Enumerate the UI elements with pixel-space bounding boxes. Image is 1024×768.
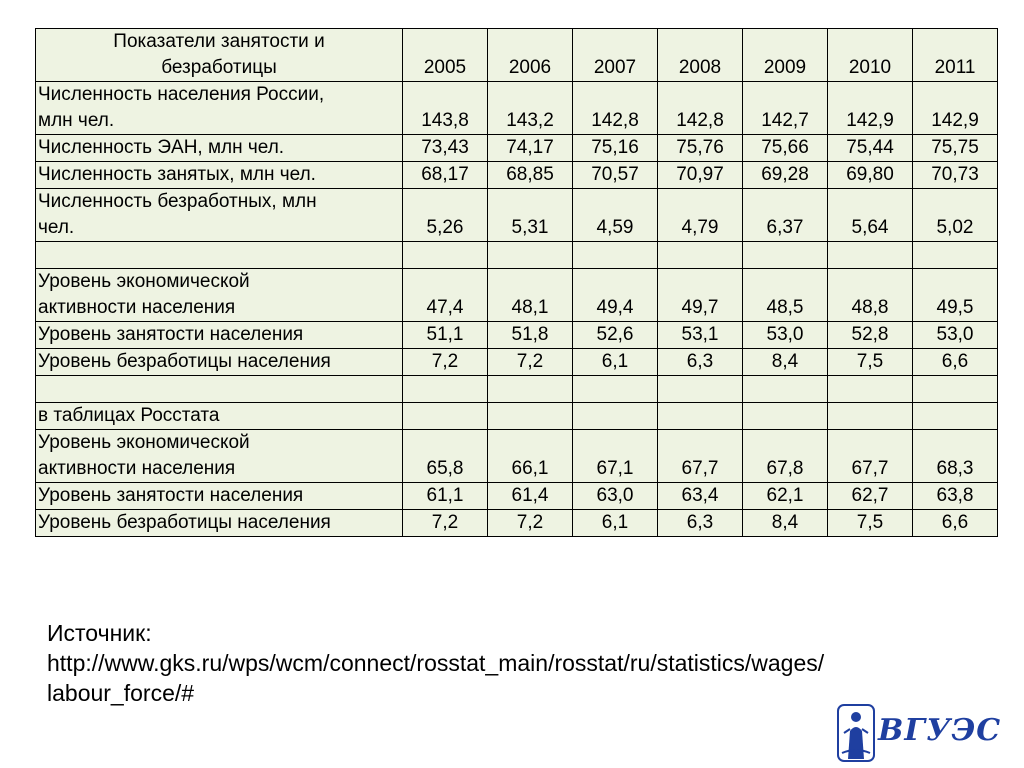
- value-cell: 47,4: [403, 269, 488, 322]
- value-cell: [913, 403, 998, 430]
- row-label-line1: Уровень экономической: [38, 432, 250, 453]
- value-cell: 69,80: [828, 162, 913, 189]
- value-cell: 7,2: [488, 510, 573, 537]
- value-cell: [488, 403, 573, 430]
- row-label-line2: млн чел.: [38, 110, 115, 131]
- row-label-line2: активности населения: [38, 297, 236, 318]
- header-label-line2: безработицы: [161, 57, 277, 78]
- year-header-cell: 2006: [488, 29, 573, 82]
- row-label-line1: Уровень безработицы населения: [38, 512, 331, 533]
- value-cell: 66,1: [488, 430, 573, 483]
- value-cell: 6,3: [658, 349, 743, 376]
- value-cell: 5,26: [403, 189, 488, 242]
- value-cell: 6,3: [658, 510, 743, 537]
- value-cell: 8,4: [743, 510, 828, 537]
- row-label-line1: Численность занятых, млн чел.: [38, 164, 316, 185]
- row-label-cell: [36, 135, 403, 162]
- value-cell: 75,44: [828, 135, 913, 162]
- value-cell: [913, 376, 998, 403]
- value-cell: 63,4: [658, 483, 743, 510]
- value-cell: [403, 403, 488, 430]
- row-label-cell: [36, 349, 403, 376]
- row-label-line2: активности населения: [38, 458, 236, 479]
- source-url-line2[interactable]: labour_force/#: [47, 680, 195, 706]
- table-row: [36, 189, 998, 242]
- source-url-line1[interactable]: http://www.gks.ru/wps/wcm/connect/rosstat_main/rosstat/ru/statistics/wages/: [47, 650, 825, 676]
- university-logo: [836, 703, 1002, 763]
- value-cell: 7,2: [403, 510, 488, 537]
- value-cell: 67,7: [658, 430, 743, 483]
- value-cell: 74,17: [488, 135, 573, 162]
- value-cell: 8,4: [743, 349, 828, 376]
- value-cell: 142,8: [658, 82, 743, 135]
- row-label-cell: [36, 483, 403, 510]
- value-cell: 75,76: [658, 135, 743, 162]
- value-cell: [828, 242, 913, 269]
- row-label-line1: Численность безработных, млн: [38, 191, 317, 212]
- employment-table: [35, 28, 998, 537]
- value-cell: [403, 242, 488, 269]
- table-row: [36, 322, 998, 349]
- table-row: [36, 349, 998, 376]
- value-cell: 52,8: [828, 322, 913, 349]
- value-cell: 70,57: [573, 162, 658, 189]
- table-row: [36, 242, 998, 269]
- value-cell: 62,7: [828, 483, 913, 510]
- university-emblem-icon: [836, 703, 876, 763]
- year-header-cell: 2005: [403, 29, 488, 82]
- value-cell: 4,59: [573, 189, 658, 242]
- row-label-cell: [36, 322, 403, 349]
- value-cell: [913, 242, 998, 269]
- value-cell: [828, 403, 913, 430]
- value-cell: [658, 242, 743, 269]
- row-label-cell: [36, 162, 403, 189]
- value-cell: 67,7: [828, 430, 913, 483]
- year-header-cell: 2007: [573, 29, 658, 82]
- value-cell: 143,2: [488, 82, 573, 135]
- value-cell: 5,02: [913, 189, 998, 242]
- value-cell: 51,8: [488, 322, 573, 349]
- row-label-line1: Уровень занятости населения: [38, 324, 304, 345]
- row-label-cell: [36, 189, 403, 242]
- value-cell: 48,1: [488, 269, 573, 322]
- value-cell: 142,7: [743, 82, 828, 135]
- value-cell: [488, 242, 573, 269]
- value-cell: 51,1: [403, 322, 488, 349]
- value-cell: 53,1: [658, 322, 743, 349]
- logo-text: ВГУЭС: [878, 713, 1002, 748]
- value-cell: 73,43: [403, 135, 488, 162]
- value-cell: 7,5: [828, 349, 913, 376]
- year-header-cell: 2009: [743, 29, 828, 82]
- value-cell: 52,6: [573, 322, 658, 349]
- value-cell: 68,17: [403, 162, 488, 189]
- header-label-line1: Показатели занятости и: [113, 31, 325, 52]
- value-cell: 142,9: [913, 82, 998, 135]
- value-cell: 49,7: [658, 269, 743, 322]
- value-cell: [403, 376, 488, 403]
- value-cell: 6,6: [913, 510, 998, 537]
- value-cell: 63,0: [573, 483, 658, 510]
- value-cell: 70,73: [913, 162, 998, 189]
- value-cell: 143,8: [403, 82, 488, 135]
- value-cell: [828, 376, 913, 403]
- row-label-line1: Уровень занятости населения: [38, 485, 304, 506]
- value-cell: 53,0: [743, 322, 828, 349]
- value-cell: 48,8: [828, 269, 913, 322]
- row-label-line1: Уровень экономической: [38, 271, 250, 292]
- value-cell: [573, 242, 658, 269]
- value-cell: 48,5: [743, 269, 828, 322]
- row-label-cell: [36, 403, 403, 430]
- value-cell: 6,1: [573, 510, 658, 537]
- value-cell: [488, 376, 573, 403]
- table-row: [36, 269, 998, 322]
- table-row: [36, 162, 998, 189]
- value-cell: [743, 403, 828, 430]
- row-label-cell: [36, 430, 403, 483]
- value-cell: 7,5: [828, 510, 913, 537]
- table-row: [36, 376, 998, 403]
- value-cell: 75,16: [573, 135, 658, 162]
- value-cell: [743, 242, 828, 269]
- value-cell: 61,1: [403, 483, 488, 510]
- value-cell: 7,2: [488, 349, 573, 376]
- value-cell: 61,4: [488, 483, 573, 510]
- table-row: [36, 483, 998, 510]
- year-header-cell: 2008: [658, 29, 743, 82]
- table-row: [36, 135, 998, 162]
- value-cell: 49,4: [573, 269, 658, 322]
- value-cell: 4,79: [658, 189, 743, 242]
- table-row: [36, 403, 998, 430]
- value-cell: 65,8: [403, 430, 488, 483]
- value-cell: 62,1: [743, 483, 828, 510]
- row-label-line1: Численность ЭАН, млн чел.: [38, 137, 285, 158]
- value-cell: 5,31: [488, 189, 573, 242]
- value-cell: 5,64: [828, 189, 913, 242]
- value-cell: 6,6: [913, 349, 998, 376]
- year-header-cell: 2010: [828, 29, 913, 82]
- row-label-cell: [36, 269, 403, 322]
- value-cell: 68,85: [488, 162, 573, 189]
- value-cell: [658, 403, 743, 430]
- value-cell: 6,37: [743, 189, 828, 242]
- header-label-cell: [36, 29, 403, 82]
- value-cell: 6,1: [573, 349, 658, 376]
- value-cell: 67,1: [573, 430, 658, 483]
- row-label-cell: [36, 510, 403, 537]
- source-note: [47, 618, 987, 708]
- value-cell: 142,8: [573, 82, 658, 135]
- year-header-cell: 2011: [913, 29, 998, 82]
- value-cell: [573, 403, 658, 430]
- table-row: [36, 510, 998, 537]
- value-cell: 63,8: [913, 483, 998, 510]
- table-row: [36, 430, 998, 483]
- value-cell: 49,5: [913, 269, 998, 322]
- value-cell: 142,9: [828, 82, 913, 135]
- value-cell: 75,66: [743, 135, 828, 162]
- value-cell: [658, 376, 743, 403]
- value-cell: 7,2: [403, 349, 488, 376]
- row-label-cell: [36, 242, 403, 269]
- row-label-line2: чел.: [38, 217, 75, 238]
- value-cell: 67,8: [743, 430, 828, 483]
- table-row: [36, 82, 998, 135]
- row-label-cell: [36, 376, 403, 403]
- table-header-row: [36, 29, 998, 82]
- value-cell: [573, 376, 658, 403]
- source-label: Источник:: [47, 620, 152, 646]
- value-cell: 53,0: [913, 322, 998, 349]
- row-label-line1: Численность населения России,: [38, 84, 325, 105]
- value-cell: 69,28: [743, 162, 828, 189]
- value-cell: 70,97: [658, 162, 743, 189]
- row-label-line1: Уровень безработицы населения: [38, 351, 331, 372]
- value-cell: 68,3: [913, 430, 998, 483]
- value-cell: [743, 376, 828, 403]
- row-label-line1: в таблицах Росстата: [38, 405, 220, 426]
- row-label-cell: [36, 82, 403, 135]
- value-cell: 75,75: [913, 135, 998, 162]
